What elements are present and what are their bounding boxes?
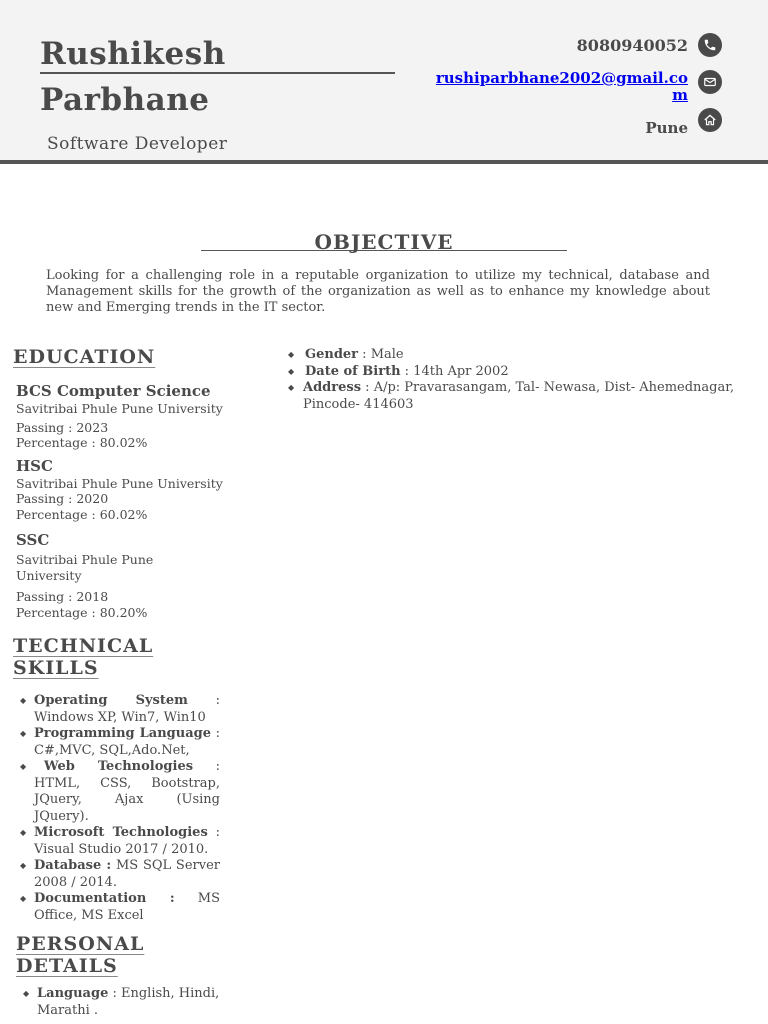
technical-skills-heading (13, 635, 153, 679)
last-name: Parbhane (40, 82, 210, 118)
home-icon (698, 108, 722, 132)
separator: : (187, 693, 220, 708)
header-divider (0, 160, 768, 164)
gender-label: Gender (305, 347, 359, 362)
phone-number: 8080940052 (576, 36, 688, 55)
dob-label: Date of Birth (305, 363, 401, 379)
skill-value: Windows XP, Win7, Win10 (34, 709, 206, 725)
percentage: Percentage : 60.02% (16, 507, 148, 522)
separator: : (193, 759, 220, 774)
education-heading (13, 346, 155, 368)
passing-year: Passing : 2020 (16, 491, 109, 506)
language-label: Language (37, 986, 109, 1001)
separator: : (400, 363, 414, 379)
address-label: Address (303, 380, 362, 395)
objective-heading: OBJECTIVE (314, 230, 454, 254)
list-item (20, 726, 220, 759)
skill-label: Microsoft Technologies (34, 825, 208, 840)
skill-label: Operating System (34, 693, 188, 708)
language-value: English, Hindi, Marathi . (37, 986, 220, 1018)
separator: : (211, 726, 220, 741)
separator (175, 891, 198, 906)
gender-value: Male (370, 347, 404, 362)
skill-label: Programming Language (34, 726, 211, 741)
skill-value: MS SQL Server 2008 / 2014. (34, 858, 221, 890)
separator: : (108, 986, 121, 1001)
personal-info-list (288, 347, 753, 413)
heading-line: DETAILS (16, 955, 118, 977)
skill-label: Web Technologies (44, 759, 194, 774)
email-link[interactable]: rushiparbhane2002@gmail.com (435, 69, 688, 104)
address-value: A/p: Pravarasangam, Tal- Newasa, Dist- Ahemednagar, Pincode- 414603 (303, 380, 735, 412)
separator: : (361, 380, 374, 395)
list-item (288, 380, 753, 413)
job-title: Software Developer (47, 134, 228, 154)
name-divider (40, 72, 395, 74)
passing-year: Passing : 2023 (16, 420, 109, 435)
list-item (288, 347, 753, 364)
list-item (20, 825, 220, 858)
skill-value: HTML, CSS, Bootstrap, JQuery, Ajax (Using JQuery). (34, 775, 220, 824)
percentage: Percentage : 80.02% (16, 435, 148, 450)
city: Pune (645, 119, 688, 137)
degree-title: BCS Computer Science (16, 382, 211, 400)
skill-value: C#,MVC, SQL,Ado.Net, (34, 742, 190, 758)
dob-value: 14th Apr 2002 (413, 363, 509, 379)
education-heading-text: EDUCATION (13, 346, 156, 368)
skill-label: Database : (34, 858, 112, 873)
mail-icon (698, 70, 722, 94)
university: University (16, 568, 82, 583)
list-item (20, 693, 220, 726)
heading-line: SKILLS (13, 657, 99, 679)
list-item (288, 364, 753, 381)
personal-details-heading (16, 933, 144, 977)
first-name: Rushikesh (40, 36, 226, 72)
university: Savitribai Phule Pune University (16, 476, 223, 491)
heading-line: TECHNICAL (13, 635, 154, 657)
skill-label: Documentation : (34, 891, 175, 906)
objective-text: Looking for a challenging role in a reputable organization to utilize my technical, database and Management skills for the growth of the organization as well as to enhance my knowledge about new and Emerging trends in the IT sector. (46, 268, 710, 315)
degree-title: HSC (16, 457, 53, 475)
technical-skills-list (20, 693, 220, 924)
heading-line: PERSONAL (16, 933, 145, 955)
university: Savitribai Phule Pune (16, 552, 154, 567)
resume-header (0, 0, 768, 160)
list-item (20, 759, 220, 825)
separator: : (207, 825, 220, 840)
university: Savitribai Phule Pune University (16, 401, 223, 416)
list-item (20, 891, 220, 924)
percentage: Percentage : 80.20% (16, 605, 148, 620)
separator: : (358, 347, 371, 362)
personal-details-list (23, 986, 233, 1019)
skill-value: MS Office, MS Excel (34, 891, 220, 923)
phone-icon (698, 33, 722, 57)
skill-value: Visual Studio 2017 / 2010. (34, 841, 209, 857)
degree-title: SSC (16, 531, 50, 549)
passing-year: Passing : 2018 (16, 589, 109, 604)
list-item (23, 986, 233, 1019)
list-item (20, 858, 220, 891)
